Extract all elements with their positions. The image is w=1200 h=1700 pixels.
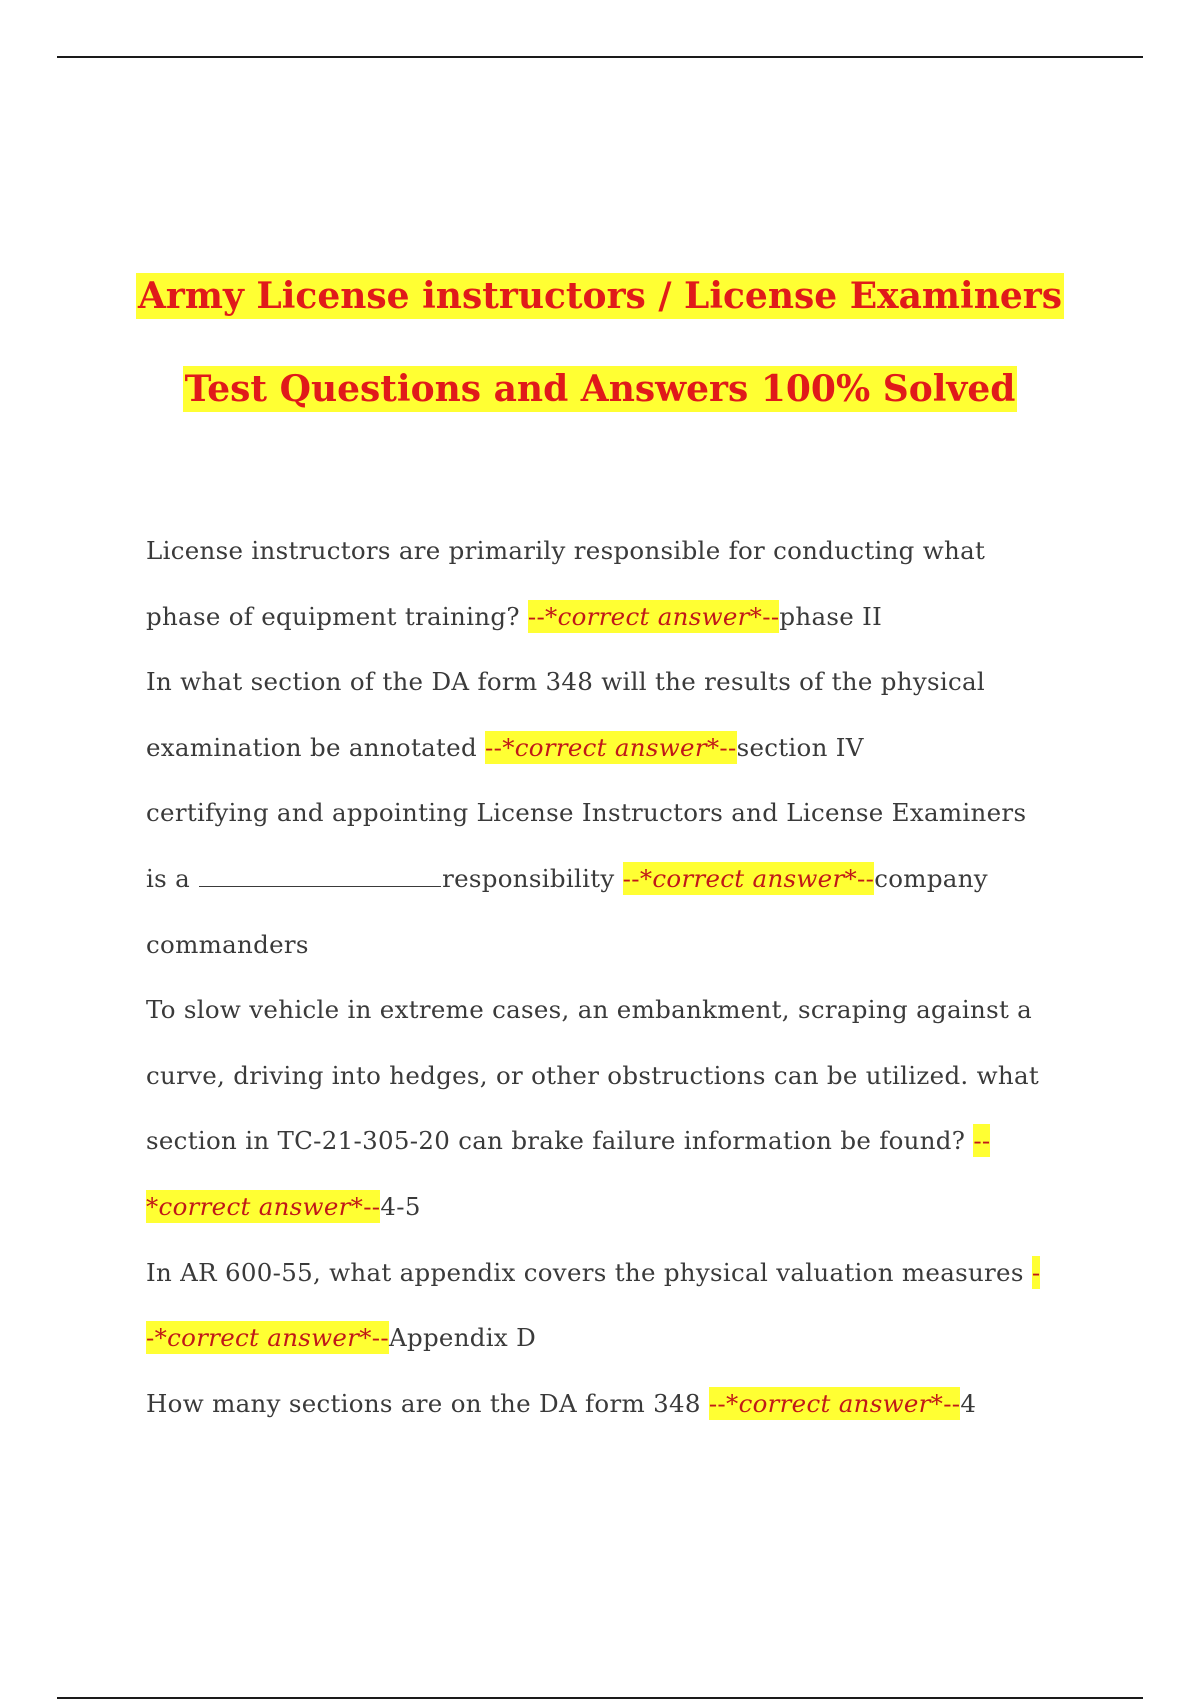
answer-marker: --*correct answer*-- [622, 863, 875, 893]
question-2-line-1: In what section of the DA form 348 will the results of the physical [146, 667, 986, 697]
question-4-line-3: section in TC-21-305-20 can brake failure information be found? -- [146, 1126, 991, 1156]
answer-1: phase II [779, 601, 883, 631]
qa-list [146, 518, 1106, 1436]
answer-2: section IV [736, 732, 864, 762]
answer-marker-tail: -*correct answer*-- [146, 1323, 389, 1353]
question-5-line-1: In AR 600-55, what appendix covers the physical valuation measures - [146, 1257, 1041, 1287]
document-title-line-2: Test Questions and Answers 100% Solved [184, 368, 1016, 410]
question-3-line-1: certifying and appointing License Instructors and License Examiners [146, 798, 1027, 828]
question-6-line-1: How many sections are on the DA form 348 --*correct answer*--4 [146, 1388, 977, 1418]
header-rule [57, 56, 1143, 58]
answer-marker: --*correct answer*-- [527, 601, 780, 631]
answer-5: Appendix D [388, 1323, 537, 1353]
answer-marker-head: - [1031, 1257, 1041, 1287]
question-1-line-1: License instructors are primarily responsible for conducting what [146, 536, 986, 565]
answer-marker: --*correct answer*-- [708, 1388, 961, 1418]
answer-marker-tail: *correct answer*-- [146, 1191, 381, 1221]
footer-rule [57, 1697, 1143, 1699]
answer-6: 4 [960, 1388, 977, 1418]
question-1-line-2: phase of equipment training? --*correct answer*--phase II [146, 601, 883, 631]
question-3-line-2: is a responsibility --*correct answer*--company [146, 863, 988, 893]
answer-marker: --*correct answer*-- [485, 732, 737, 762]
fill-in-blank [199, 866, 441, 887]
question-4-line-1: To slow vehicle in extreme cases, an embankment, scraping against a [146, 995, 1033, 1025]
document-title-line-1: Army License instructors / License Examiners [137, 275, 1063, 317]
question-4-line-4 [146, 1174, 1106, 1240]
answer-marker-head: -- [973, 1126, 991, 1156]
answer-3: company [874, 863, 988, 893]
question-2-line-2: examination be annotated --*correct answer*--section IV [146, 732, 864, 762]
question-4-line-2: curve, driving into hedges, or other obstructions can be utilized. what [146, 1060, 1039, 1090]
question-3-line-3 [146, 912, 1106, 978]
answer-3-continued: commanders [146, 929, 309, 959]
answer-4: 4-5 [380, 1191, 421, 1221]
question-5-line-2 [146, 1305, 1106, 1371]
